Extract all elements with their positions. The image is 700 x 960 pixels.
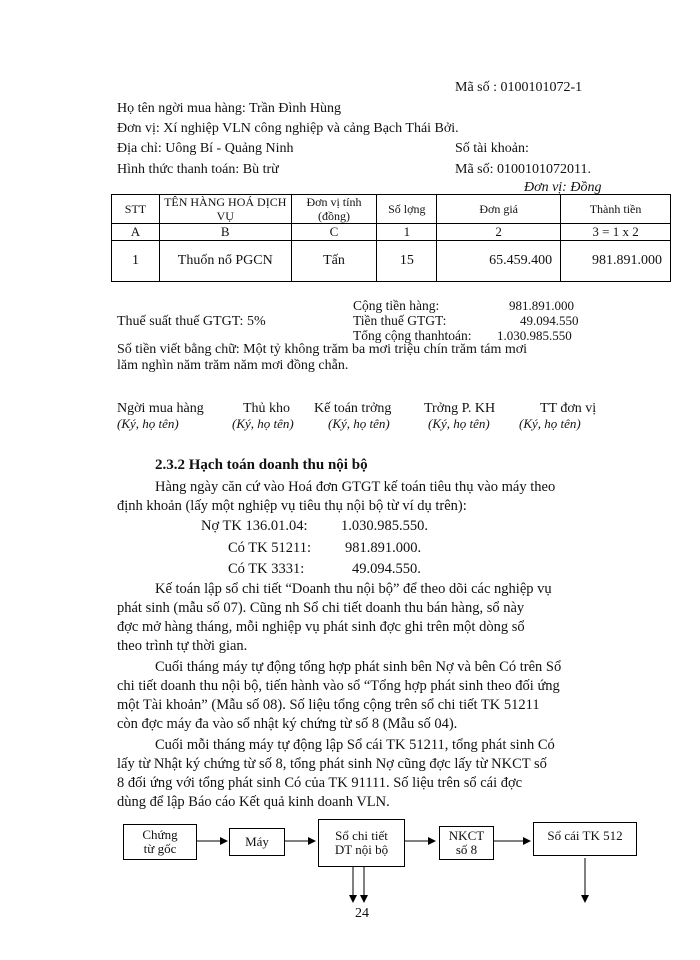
account-number: Số tài khoản: — [455, 141, 529, 156]
invoice-code: Mã số : 0100101072-1 — [455, 80, 583, 95]
table-cell: 3 = 1 x 2 — [561, 224, 671, 241]
text-line: một Tài khoản” (Mẫu số 08). Số liệu tổng cộng trên sổ chi tiết TK 51211 — [117, 697, 540, 713]
flow-box-text: số 8 — [455, 842, 478, 857]
buyer-unit: Đơn vị: Xí nghiệp VLN công nghiệp và cảng Bạch Thái Bởi. — [117, 121, 459, 136]
table-header-cell: Đơn giá — [437, 195, 561, 224]
table-cell: 15 — [377, 241, 437, 282]
entry-debit-label: Nợ TK 136.01.04: — [201, 518, 308, 534]
entry-credit-label: Có TK 51211: — [228, 540, 311, 556]
buyer-address: Địa chỉ: Uông Bí - Quảng Ninh — [117, 141, 294, 156]
table-cell: Thuốn nổ PGCN — [159, 241, 291, 282]
table-cell: 1 — [377, 224, 437, 241]
table-cell: 981.891.000 — [561, 241, 671, 282]
signature-note: (Ký, họ tên) — [117, 416, 179, 431]
text-line: Cuối tháng máy tự động tổng hợp phát sinh bên Nợ và bên Có trên Sổ — [155, 659, 562, 675]
text-line: lấy từ Nhật ký chứng từ số 8, tổng phát sinh Nợ cũng đợc lấy từ NKCT số — [117, 756, 547, 772]
flow-box-general-ledger — [533, 822, 637, 856]
buyer-name: Họ tên ngời mua hàng: Trần Đình Hùng — [117, 101, 342, 116]
flow-box-computer — [229, 828, 285, 856]
text-line: còn đợc máy đa vào sổ nhật ký chứng từ số 8 (Mẫu số 04). — [117, 716, 458, 732]
page-number: 24 — [355, 906, 369, 921]
paragraph-1-line1: Hàng ngày căn cứ vào Hoá đơn GTGT kế toán tiêu thụ vào máy theo — [155, 479, 556, 495]
flow-box-text: Sổ chi tiết — [335, 828, 388, 843]
total-goods-value: 981.891.000 — [509, 298, 574, 313]
flow-box-text: Máy — [245, 834, 269, 849]
text-line: phát sinh (mẫu số 07). Cũng nh Sổ chi tiết doanh thu bán hàng, sổ này — [117, 600, 525, 616]
flow-box-text: Chứng — [142, 827, 178, 842]
entry-credit-value: 49.094.550. — [352, 561, 421, 577]
tax-code: Mã số: 0100101072011. — [455, 162, 591, 177]
total-goods-label: Cộng tiền hàng: — [353, 298, 440, 313]
section-title: 2.3.2 Hạch toán doanh thu nội bộ — [155, 457, 368, 473]
table-cell: C — [291, 224, 377, 241]
signature-role-chief-accountant: Kế toán trởng — [314, 401, 392, 416]
table-cell: B — [159, 224, 291, 241]
signature-note: (Ký, họ tên) — [328, 416, 390, 431]
table-header-cell: Thành tiền — [561, 195, 671, 224]
text-line: đợc mở hàng tháng, mỗi nghiệp vụ phát sinh đợc ghi trên một dòng sổ — [117, 619, 525, 635]
signature-role-head-planning: Trởng P. KH — [424, 401, 496, 416]
text-line: Cuối mỗi tháng máy tự động lập Sổ cái TK 51211, tổng phát sinh Có — [155, 737, 555, 753]
text-line: chi tiết doanh thu nội bộ, tiến hành vào sổ “Tổng hợp phát sinh theo đối ứng — [117, 678, 560, 694]
amount-in-words-line2: lăm nghìn năm trăm năm mơi đồng chẵn. — [117, 358, 349, 373]
vat-amount-label: Tiền thuế GTGT: — [353, 313, 447, 328]
payment-method: Hình thức thanh toán: Bù trừ — [117, 162, 279, 177]
currency-unit: Đơn vị: Đồng — [524, 180, 602, 195]
table-cell: 2 — [437, 224, 561, 241]
signature-note: (Ký, họ tên) — [428, 416, 490, 431]
signature-note: (Ký, họ tên) — [519, 416, 581, 431]
text-line: Kế toán lập sổ chi tiết “Doanh thu nội bộ” để theo dõi các nghiệp vụ — [155, 581, 552, 597]
amount-in-words-line1: Số tiền viết bằng chữ: Một tỷ không trăm ba mơi triệu chín trăm tám mơi — [117, 342, 528, 357]
signature-role-buyer: Ngời mua hàng — [117, 401, 204, 416]
text-line: theo trình tự thời gian. — [117, 638, 248, 654]
text-line: 8 đối ứng với tổng phát sinh Có của TK 91111. Số liệu trên sổ cái đợc — [117, 775, 523, 791]
table-header-cell: Số lợng — [377, 195, 437, 224]
flow-box-text: từ gốc — [143, 841, 177, 856]
table-cell: A — [112, 224, 160, 241]
text-line: dùng để lập Báo cáo Kết quả kinh doanh VLN. — [117, 794, 390, 810]
table-cell: 65.459.400 — [437, 241, 561, 282]
paragraph-1-line2: định khoản (lấy một nghiệp vụ tiêu thụ nội bộ từ ví dụ trên): — [117, 498, 467, 514]
signature-role-storekeeper: Thủ kho — [243, 401, 291, 416]
table-cell: 1 — [112, 241, 160, 282]
signature-role-unit-head: TT đơn vị — [540, 401, 597, 416]
table-header-cell: TÊN HÀNG HOÁ DỊCH VỤ — [159, 195, 291, 224]
signature-note: (Ký, họ tên) — [232, 416, 294, 431]
entry-credit-value: 981.891.000. — [345, 540, 422, 556]
entry-credit-label: Có TK 3331: — [228, 561, 305, 577]
table-header-cell: STT — [112, 195, 160, 224]
flow-box-text: DT nội bộ — [334, 842, 389, 857]
table-cell: Tấn — [291, 241, 377, 282]
entry-debit-value: 1.030.985.550. — [341, 518, 428, 534]
flow-box-text: Sổ cái TK 512 — [547, 828, 623, 843]
flow-box-internal-revenue-ledger — [318, 819, 405, 867]
grand-total-value: 1.030.985.550 — [497, 328, 572, 343]
flow-box-source-documents — [123, 824, 197, 860]
vat-rate: Thuế suất thuế GTGT: 5% — [117, 314, 266, 329]
flow-box-journal-8 — [439, 826, 494, 860]
grand-total-label: Tổng cộng thanhtoán: — [353, 328, 472, 343]
flow-box-text: NKCT — [448, 828, 485, 843]
vat-amount-value: 49.094.550 — [520, 313, 579, 328]
table-header-cell: Đơn vị tính (đồng) — [291, 195, 377, 224]
